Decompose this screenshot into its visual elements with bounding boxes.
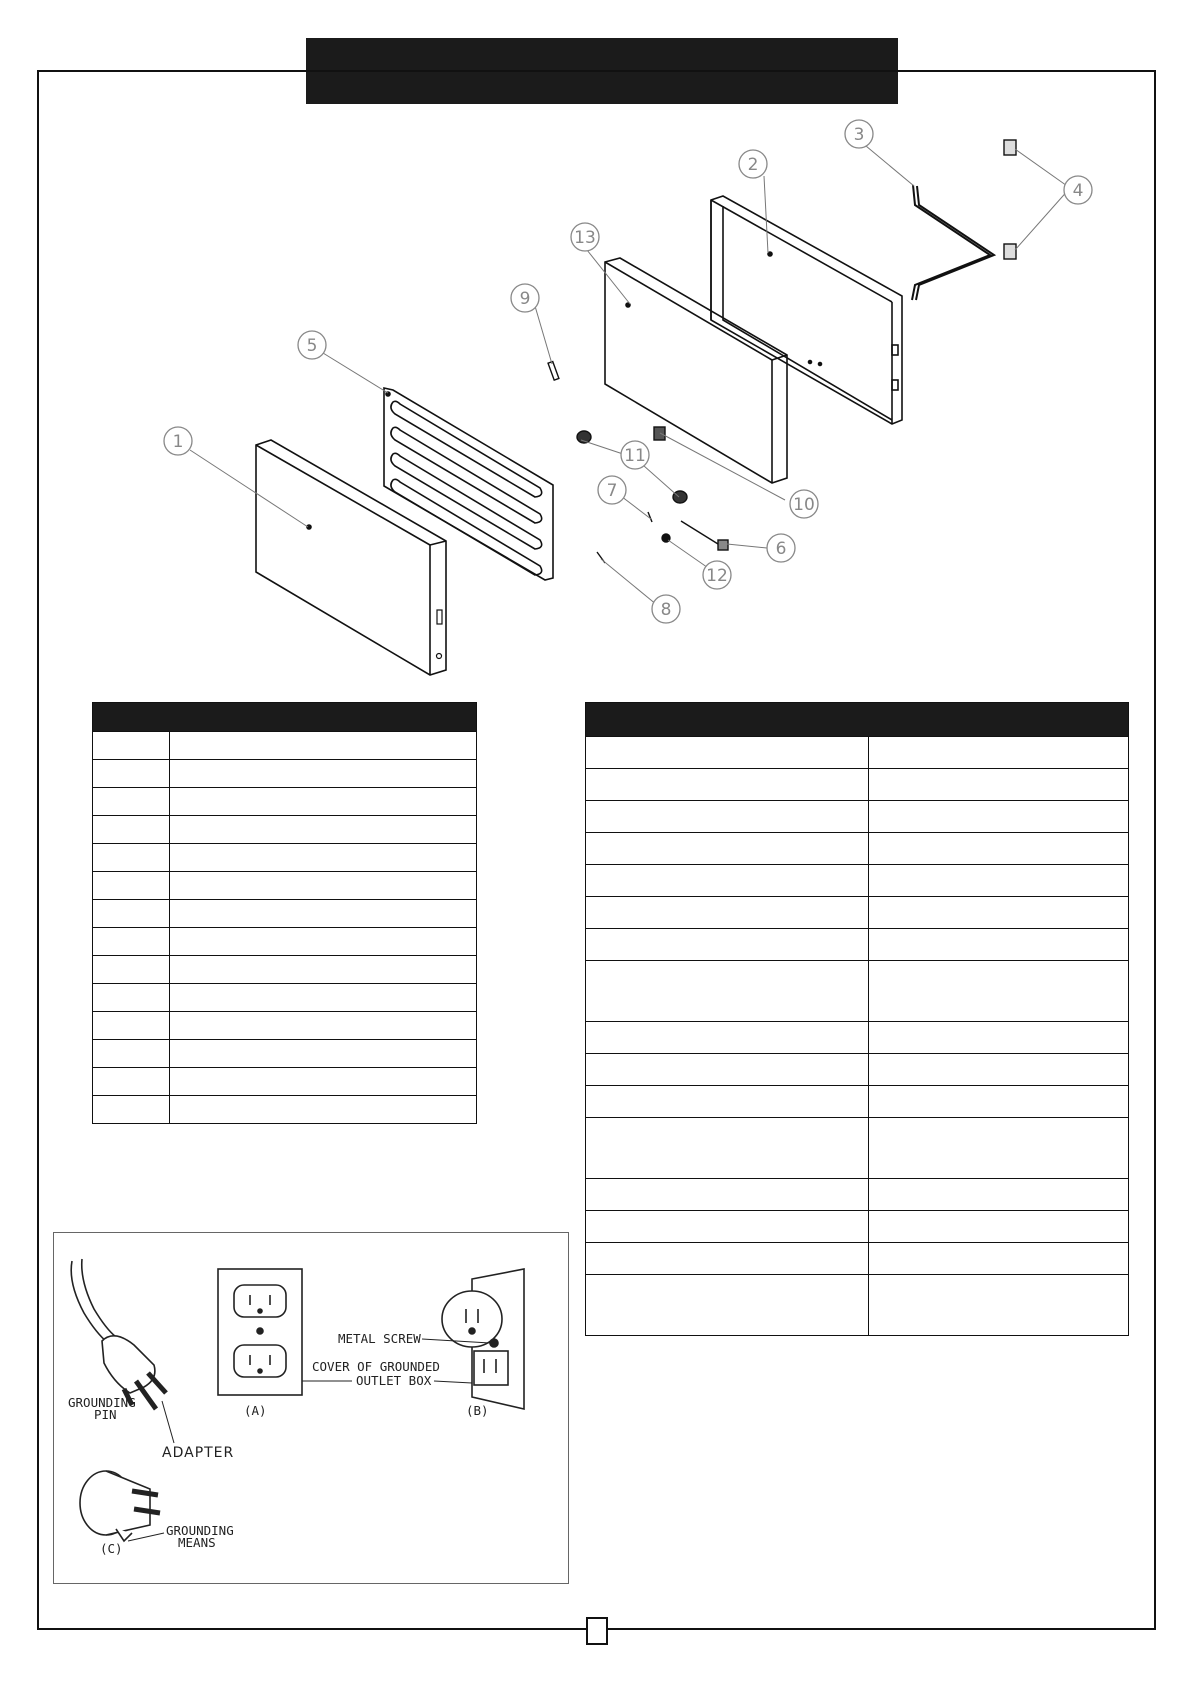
callout-12: 12: [706, 566, 728, 586]
table-row: [93, 928, 477, 956]
table-row: [93, 1096, 477, 1124]
table-row: [586, 1054, 1129, 1086]
table-row: [586, 1118, 1129, 1179]
table-row: [93, 788, 477, 816]
table-row: [93, 956, 477, 984]
part-3-wire-stand: [912, 185, 994, 300]
table-row: [93, 760, 477, 788]
grounding-illustration: [53, 1232, 569, 1584]
table-row: [586, 1179, 1129, 1211]
table-row: [586, 961, 1129, 1022]
table-row: [93, 1068, 477, 1096]
table-header-row: [586, 703, 1129, 737]
grounded-plug-icon: [71, 1259, 166, 1409]
table-row: [586, 1022, 1129, 1054]
grounding-means-label-1: GROUNDING: [166, 1523, 234, 1538]
table-row: [586, 1243, 1129, 1275]
table-row: [93, 984, 477, 1012]
grounding-pin-label-2: PIN: [94, 1407, 117, 1422]
table-row: [93, 872, 477, 900]
callout-6: 6: [775, 539, 787, 559]
callout-10: 10: [793, 495, 815, 515]
table-row: [586, 897, 1129, 929]
table-row: [586, 1211, 1129, 1243]
table-row: [93, 900, 477, 928]
table-row: [586, 769, 1129, 801]
callout-5: 5: [306, 336, 318, 356]
table-header-row: [93, 703, 477, 732]
callout-11: 11: [624, 446, 646, 466]
cover-label-1: COVER OF GROUNDED: [312, 1359, 440, 1374]
table-row: [586, 737, 1129, 769]
table-row: [586, 865, 1129, 897]
table-row: [93, 844, 477, 872]
callout-9: 9: [519, 289, 531, 309]
exploded-parts-diagram: [0, 0, 1192, 700]
part-4-brackets: [1004, 140, 1016, 259]
page-number-box: [586, 1617, 608, 1645]
callout-1: 1: [172, 432, 184, 452]
wall-outlet-adapter-icon: [442, 1269, 524, 1409]
parts-number-table: [92, 702, 477, 1124]
grounding-pin-label-1: GROUNDING: [68, 1395, 136, 1410]
table-row: [586, 801, 1129, 833]
specifications-table: [585, 702, 1129, 1336]
label-b: (B): [466, 1403, 489, 1418]
callout-13: 13: [574, 228, 596, 248]
table-row: [93, 1012, 477, 1040]
callout-7: 7: [606, 481, 618, 501]
grounding-means-label-2: MEANS: [178, 1535, 216, 1550]
callout-4: 4: [1072, 181, 1084, 201]
table-row: [586, 1275, 1129, 1336]
callout-3: 3: [853, 125, 865, 145]
table-row: [93, 816, 477, 844]
table-row: [93, 732, 477, 760]
adapter-label: ADAPTER: [162, 1445, 235, 1461]
label-c: (C): [100, 1541, 123, 1556]
table-row: [93, 1040, 477, 1068]
table-row: [586, 833, 1129, 865]
table-row: [586, 929, 1129, 961]
label-a: (A): [244, 1403, 267, 1418]
table-row: [586, 1086, 1129, 1118]
adapter-plug-icon: [80, 1471, 160, 1541]
callout-2: 2: [747, 155, 759, 175]
metal-screw-label: METAL SCREW: [338, 1331, 421, 1346]
grounded-outlet-icon: [218, 1269, 302, 1395]
callout-8: 8: [660, 600, 672, 620]
cover-label-2: OUTLET BOX: [356, 1373, 432, 1388]
